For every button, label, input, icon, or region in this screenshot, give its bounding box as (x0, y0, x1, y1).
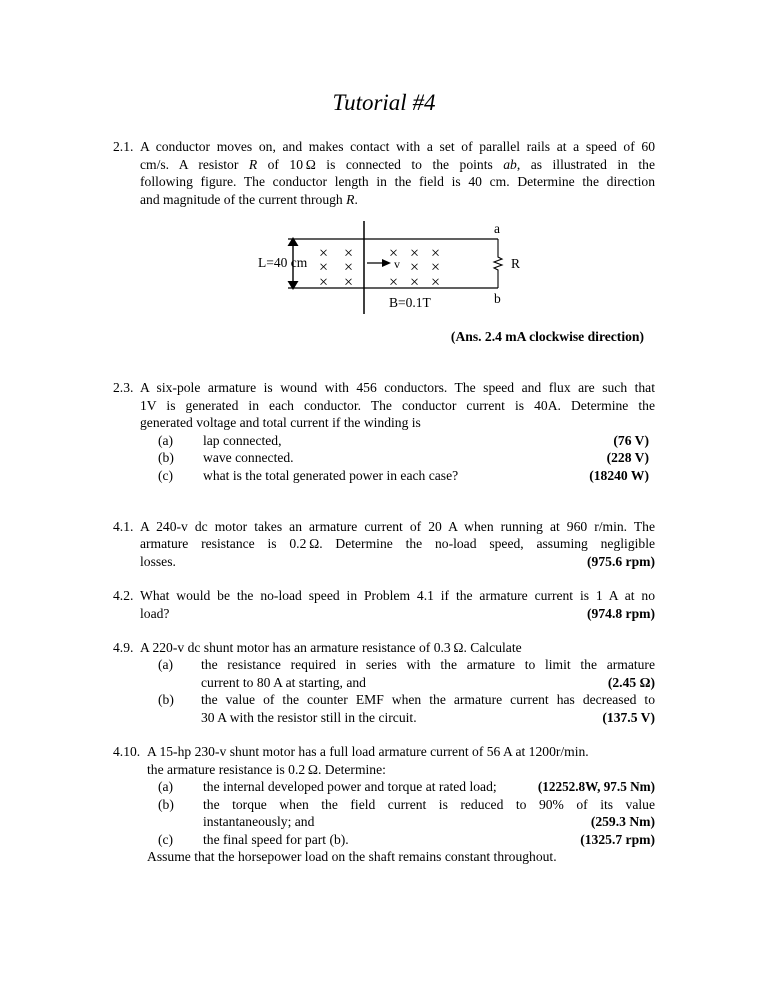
problem-4-1-answer: (975.6 rpm) (587, 554, 655, 569)
problem-4-10-item-c-answer: (1325.7 rpm) (580, 832, 655, 847)
problem-2-3-line3: generated voltage and total current if the winding is (140, 415, 421, 430)
problem-2-3-item-a-answer: (76 V) (613, 433, 649, 448)
field-cross-icon: × (344, 274, 354, 291)
problem-4-10-item-a-answer: (12252.8W, 97.5 Nm) (537, 779, 655, 794)
field-cross-icon: × (410, 259, 420, 276)
problem-2-1-line2: cm/s. A resistor R of 10 Ω is connected to the points ab, as illustrated in the (140, 157, 655, 172)
problem-4-9-line1: A 220-v dc shunt motor has an armature resistance of 0.3 Ω. Calculate (140, 640, 522, 655)
problem-4-9-item-a-answer: (2.45 Ω) (607, 675, 655, 690)
problem-4-9-item-b-line2: 30 A with the resistor still in the circuit. (201, 710, 417, 725)
field-cross-icon: × (389, 274, 399, 291)
problem-2-3-item-b-text: wave connected. (203, 450, 294, 465)
rail-circuit-figure (250, 215, 540, 320)
problem-4-10-item-b-answer: (259.3 Nm) (590, 814, 655, 829)
problem-4-10-closing: Assume that the horsepower load on the shaft remains constant throughout. (147, 849, 557, 864)
problem-4-10-number: 4.10. (113, 744, 141, 759)
problem-2-3-item-b-label: (b) (158, 450, 174, 465)
problem-2-1-answer: (Ans. 2.4 mA clockwise direction) (450, 329, 644, 344)
problem-4-2-number: 4.2. (113, 588, 134, 603)
field-cross-icon: × (431, 259, 441, 276)
field-cross-icon: × (389, 245, 399, 262)
problem-2-1-line4: and magnitude of the current through R. (140, 192, 358, 207)
problem-4-10-item-b-line1: the torque when the field current is reduced to 90% of its value (203, 797, 655, 812)
problem-2-3-item-a-label: (a) (158, 433, 174, 448)
problem-2-1-number: 2.1. (113, 139, 134, 154)
point-b-label: b (494, 291, 501, 306)
problem-2-3-line1: A six-pole armature is wound with 456 conductors. The speed and flux are such that (140, 380, 655, 395)
problem-4-10-item-b-label: (b) (158, 797, 174, 812)
problem-4-2-line1: What would be the no-load speed in Problem 4.1 if the armature current is 1 A at no (140, 588, 655, 603)
problem-4-9-number: 4.9. (113, 640, 134, 655)
problem-4-9-item-b-line1: the value of the counter EMF when the armature current has decreased to (201, 692, 655, 707)
field-cross-icon: × (431, 274, 441, 291)
problem-2-3-line2: 1V is generated in each conductor. The conductor current is 40A. Determine the (140, 398, 655, 413)
problem-4-10-line2: the armature resistance is 0.2 Ω. Determine: (147, 762, 386, 777)
point-a-label: a (494, 221, 500, 236)
problem-2-3-item-b-answer: (228 V) (606, 450, 649, 465)
field-cross-icon: × (410, 245, 420, 262)
problem-2-1-line3: following figure. The conductor length in the field is 40 cm. Determine the direction (140, 174, 655, 189)
field-cross-icon: × (319, 259, 329, 276)
problem-4-2-answer: (974.8 rpm) (587, 606, 655, 621)
field-cross-icon: × (410, 274, 420, 291)
problem-4-10-item-c-label: (c) (158, 832, 174, 847)
problem-4-1-line1: A 240-v dc motor takes an armature current of 20 A when running at 960 r/min. The (140, 519, 655, 534)
field-cross-icon: × (344, 259, 354, 276)
problem-4-9-item-a-line2: current to 80 A at starting, and (201, 675, 366, 690)
problem-4-9-item-b-label: (b) (158, 692, 174, 707)
problem-4-1-line2: armature resistance is 0.2 Ω. Determine the no-load speed, assuming negligible (140, 536, 655, 551)
problem-4-9-item-a-line1: the resistance required in series with the armature to limit the armature (201, 657, 655, 672)
resistor-symbol (494, 239, 502, 288)
problem-2-3-item-a-text: lap connected, (203, 433, 282, 448)
problem-4-10-item-b-line2: instantaneously; and (203, 814, 315, 829)
length-label: L=40 cm (258, 255, 308, 270)
resistor-label: R (511, 256, 521, 271)
field-cross-icon: × (319, 245, 329, 262)
magnetic-field-label: B=0.1T (389, 295, 431, 310)
field-cross-icon: × (344, 245, 354, 262)
velocity-label: v (394, 257, 400, 271)
problem-4-9-item-a-label: (a) (158, 657, 174, 672)
problem-4-10-item-a-label: (a) (158, 779, 174, 794)
problem-4-10-item-c-text: the final speed for part (b). (203, 832, 349, 847)
problem-4-2-line2: load? (140, 606, 170, 621)
problem-2-3-item-c-label: (c) (158, 468, 174, 483)
field-cross-icon: × (319, 274, 329, 291)
problem-2-3-item-c-text: what is the total generated power in each case? (203, 468, 459, 483)
problem-4-10-item-a-text: the internal developed power and torque at rated load; (203, 779, 497, 794)
problem-4-1-line3: losses. (140, 554, 176, 569)
page-title: Tutorial #4 (332, 90, 436, 115)
problem-2-3-item-c-answer: (18240 W) (589, 468, 649, 483)
problem-2-1-line1: A conductor moves on, and makes contact with a set of parallel rails at a speed of 60 (140, 139, 655, 154)
problem-4-10-line1: A 15-hp 230-v shunt motor has a full load armature current of 56 A at 1200r/min. (147, 744, 589, 759)
field-cross-icon: × (431, 245, 441, 262)
problem-4-1-number: 4.1. (113, 519, 134, 534)
problem-4-9-item-b-answer: (137.5 V) (602, 710, 655, 725)
problem-2-3-number: 2.3. (113, 380, 134, 395)
